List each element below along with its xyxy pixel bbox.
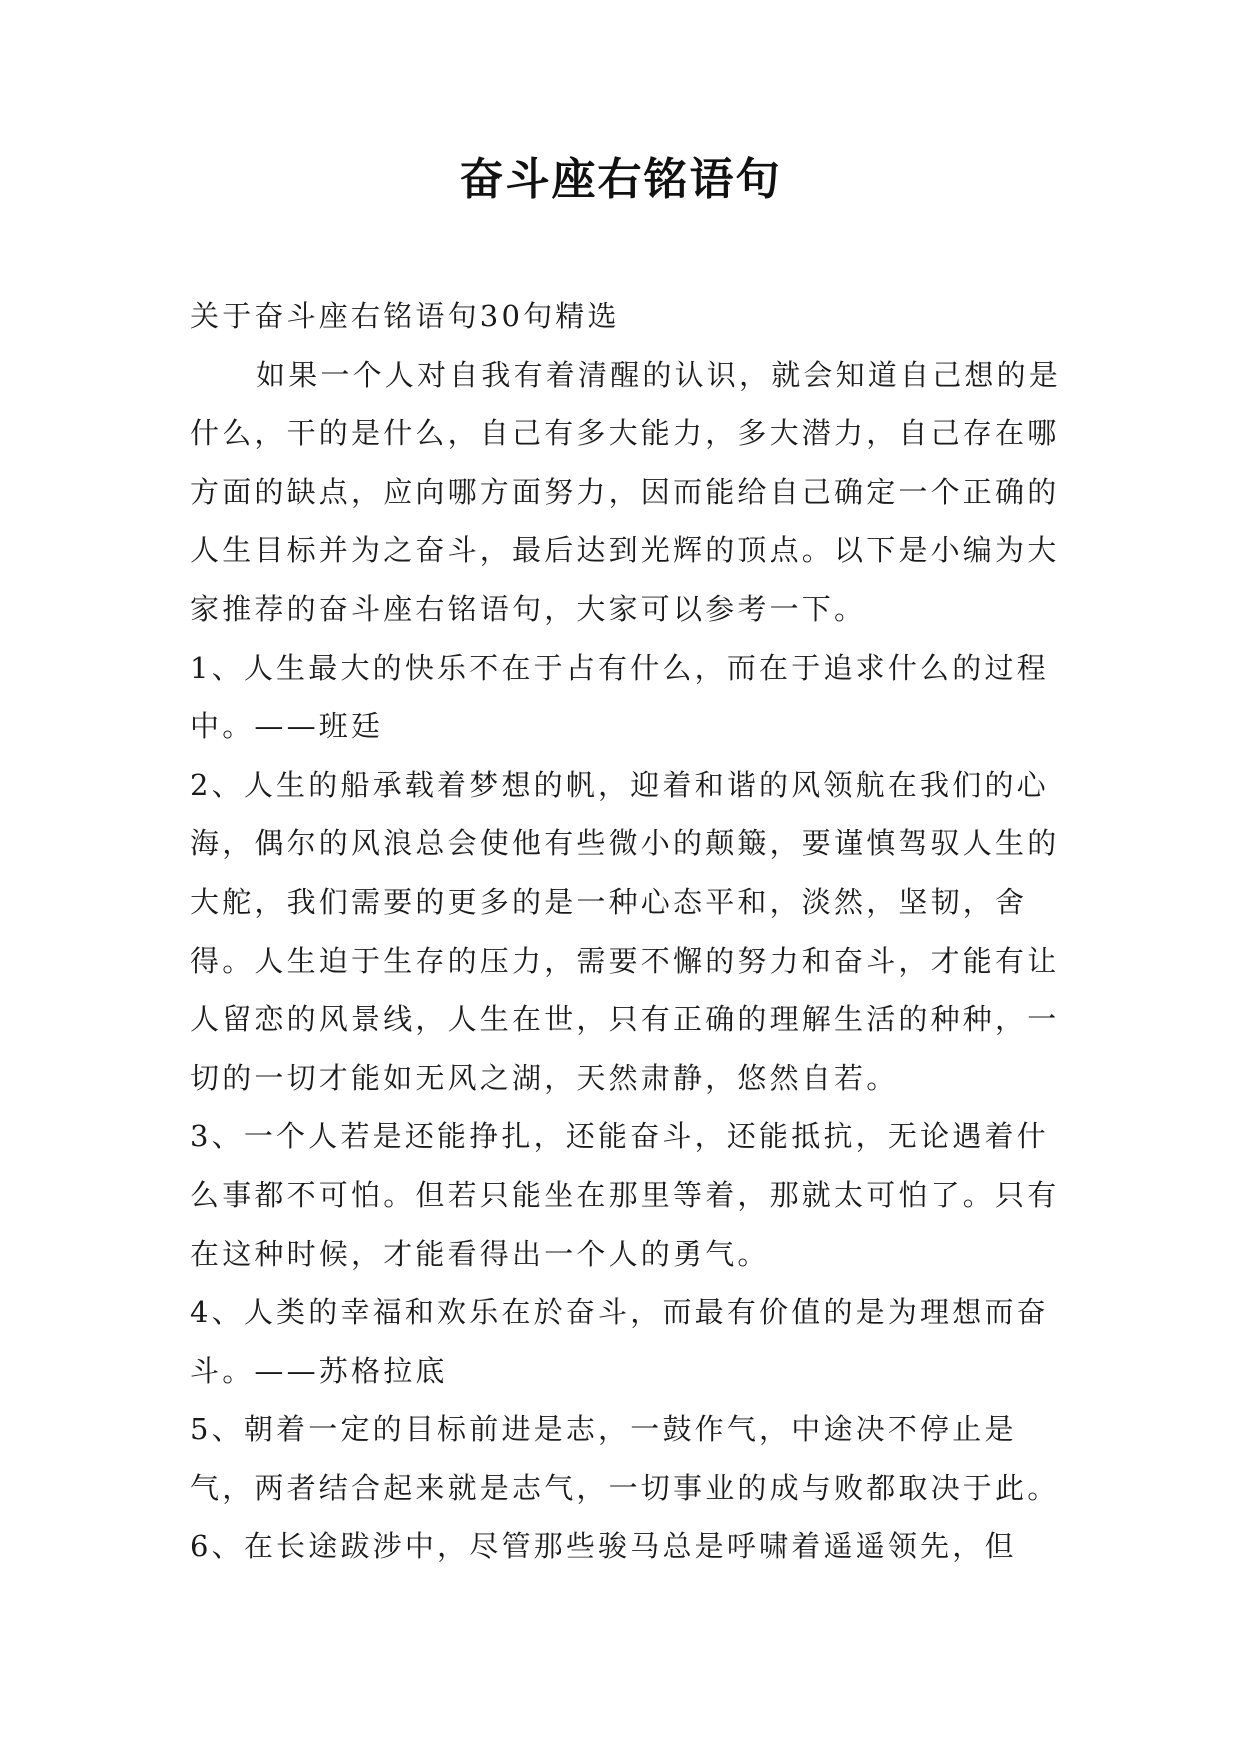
document-body (190, 287, 1070, 1576)
quote-item: 3、一个人若是还能挣扎，还能奋斗，还能抵抗，无论遇着什么事都不可怕。但若只能坐在那里等着，那就太可怕了。只有在这种时候，才能看得出一个人的勇气。 (190, 1119, 1060, 1271)
document-subtitle: 关于奋斗座右铭语句30句精选 (190, 299, 620, 333)
quote-item: 1、人生最大的快乐不在于占有什么，而在于追求什么的过程中。——班廷 (190, 650, 1049, 744)
document-title: 奋斗座右铭语句 (459, 154, 782, 205)
quote-item: 5、朝着一定的目标前进是志，一鼓作气，中途决不停止是气，两者结合起来就是志气，一切事业的成与败都取决于此。 (190, 1412, 1060, 1505)
quote-item: 4、人类的幸福和欢乐在於奋斗，而最有价值的是为理想而奋斗。——苏格拉底 (190, 1295, 1049, 1388)
quote-item: 6、在长途跋涉中，尽管那些骏马总是呼啸着遥遥领先，但 (190, 1529, 1017, 1564)
intro-paragraph: 如果一个人对自我有着清醒的认识，就会知道自己想的是什么，干的是什么，自己有多大能力，多大潜力，自己存在哪方面的缺点，应向哪方面努力，因而能给自己确定一个正确的人生目标并为之奋斗，最后达到光辉的顶点。以下是小编为大家推荐的奋斗座右铭语句，大家可以参考一下。 (190, 357, 1062, 626)
quote-item: 2、人生的船承载着梦想的帆，迎着和谐的风领航在我们的心海，偶尔的风浪总会使他有些微小的颠簸，要谨慎驾驭人生的大舵，我们需要的更多的是一种心态平和，淡然，坚韧，舍得。人生迫于生存的压力，需要不懈的努力和奋斗，才能有让人留恋的风景线，人生在世，只有正确的理解生活的种种，一切的一切才能如无风之湖，天然肃静，悠然自若。 (190, 767, 1060, 1095)
